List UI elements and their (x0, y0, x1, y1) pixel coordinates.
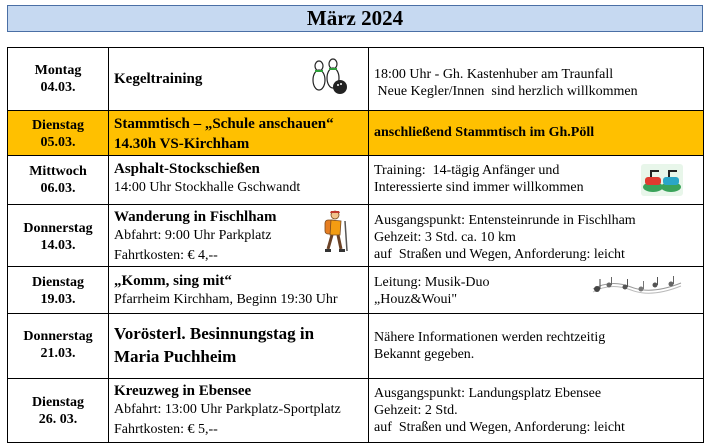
event-cell (109, 314, 369, 379)
day-cell (8, 111, 109, 156)
day-name: Montag (34, 63, 82, 78)
event-title: Kreuzweg in Ebensee (114, 383, 252, 399)
info-line: anschließend Stammtisch im Gh.Pöll (374, 125, 595, 140)
event-subtitle: Fahrtkosten: € 4,-- (114, 248, 218, 263)
day-name: Mittwoch (29, 164, 87, 179)
day-name: Donnerstag (23, 329, 93, 344)
day-name: Donnerstag (23, 221, 93, 236)
day-date: 21.03. (40, 346, 76, 361)
event-cell (109, 48, 369, 111)
info-cell (369, 205, 704, 267)
day-cell (8, 205, 109, 267)
info-cell (369, 314, 704, 379)
info-cell (369, 111, 704, 156)
event-cell (109, 111, 369, 156)
info-cell (369, 48, 704, 111)
day-date: 05.03. (40, 135, 76, 150)
table-row (8, 156, 704, 205)
info-line: auf Straßen und Wegen, Anforderung: leicht (374, 247, 625, 262)
event-cell (109, 205, 369, 267)
day-date: 06.03. (40, 181, 76, 196)
event-subtitle: Abfahrt: 9:00 Uhr Parkplatz (114, 228, 272, 243)
table-row (8, 379, 704, 443)
table-row (8, 205, 704, 267)
info-line: auf Straßen und Wegen, Anforderung: leicht (374, 420, 625, 435)
day-cell (8, 314, 109, 379)
event-subtitle: Pfarrheim Kirchham, Beginn 19:30 Uhr (114, 292, 338, 307)
event-title: „Komm, sing mit“ (114, 273, 232, 289)
day-date: 04.03. (40, 80, 76, 95)
schedule-table (7, 47, 704, 443)
bowling-icon (309, 56, 349, 96)
event-cell (109, 267, 369, 314)
page-title-text: März 2024 (306, 6, 404, 30)
day-date: 14.03. (40, 238, 76, 253)
event-subtitle: Abfahrt: 13:00 Uhr Parkplatz-Sportplatz (114, 402, 341, 417)
info-line: Interessierte sind immer willkommen (374, 180, 584, 195)
info-line: Training: 14-tägig Anfänger und (374, 163, 560, 178)
day-cell (8, 379, 109, 443)
info-line: Bekannt gegeben. (374, 347, 475, 362)
curling-stones-icon (641, 164, 683, 196)
table-row (8, 267, 704, 314)
day-date: 19.03. (40, 292, 76, 307)
day-cell (8, 156, 109, 205)
event-title: Stammtisch – „Schule anschauen“ (114, 116, 334, 132)
music-notes-icon (591, 275, 683, 297)
info-line: „Houz&Woui" (374, 292, 458, 307)
table-row (8, 48, 704, 111)
info-line: 18:00 Uhr - Gh. Kastenhuber am Traunfall (374, 67, 614, 82)
event-title: Asphalt-Stockschießen (114, 161, 260, 177)
info-line: Gehzeit: 2 Std. (374, 403, 458, 418)
event-title: Vorösterl. Besinnungstag in (114, 324, 315, 343)
day-cell (8, 267, 109, 314)
info-line: Neue Kegler/Innen sind herzlich willkommen (374, 84, 638, 99)
info-line: Gehzeit: 3 Std. ca. 10 km (374, 230, 516, 245)
page-title (7, 5, 703, 32)
event-title: Kegeltraining (114, 71, 203, 87)
event-subtitle: 14:00 Uhr Stockhalle Gschwandt (114, 180, 301, 195)
table-row (8, 314, 704, 379)
event-title: Maria Puchheim (114, 347, 237, 366)
info-line: Ausgangspunkt: Entensteinrunde in Fischlham (374, 213, 636, 228)
hiker-icon (317, 209, 353, 253)
day-name: Dienstag (31, 275, 85, 290)
day-name: Dienstag (31, 395, 85, 410)
info-cell (369, 379, 704, 443)
event-title-text: Wanderung in Fischlham (114, 209, 277, 225)
day-date: 26. 03. (38, 412, 78, 427)
day-cell (8, 48, 109, 111)
table-row (8, 111, 704, 156)
event-cell (109, 379, 369, 443)
info-cell (369, 156, 704, 205)
day-name: Dienstag (31, 118, 85, 133)
info-line: Ausgangspunkt: Landungsplatz Ebensee (374, 386, 602, 401)
event-subtitle: Fahrtkosten: € 5,-- (114, 422, 218, 437)
event-title: 14.30h VS-Kirchham (114, 136, 250, 152)
info-line: Nähere Informationen werden rechtzeitig (374, 330, 606, 345)
info-line: Leitung: Musik-Duo (374, 275, 490, 290)
event-cell (109, 156, 369, 205)
info-cell (369, 267, 704, 314)
